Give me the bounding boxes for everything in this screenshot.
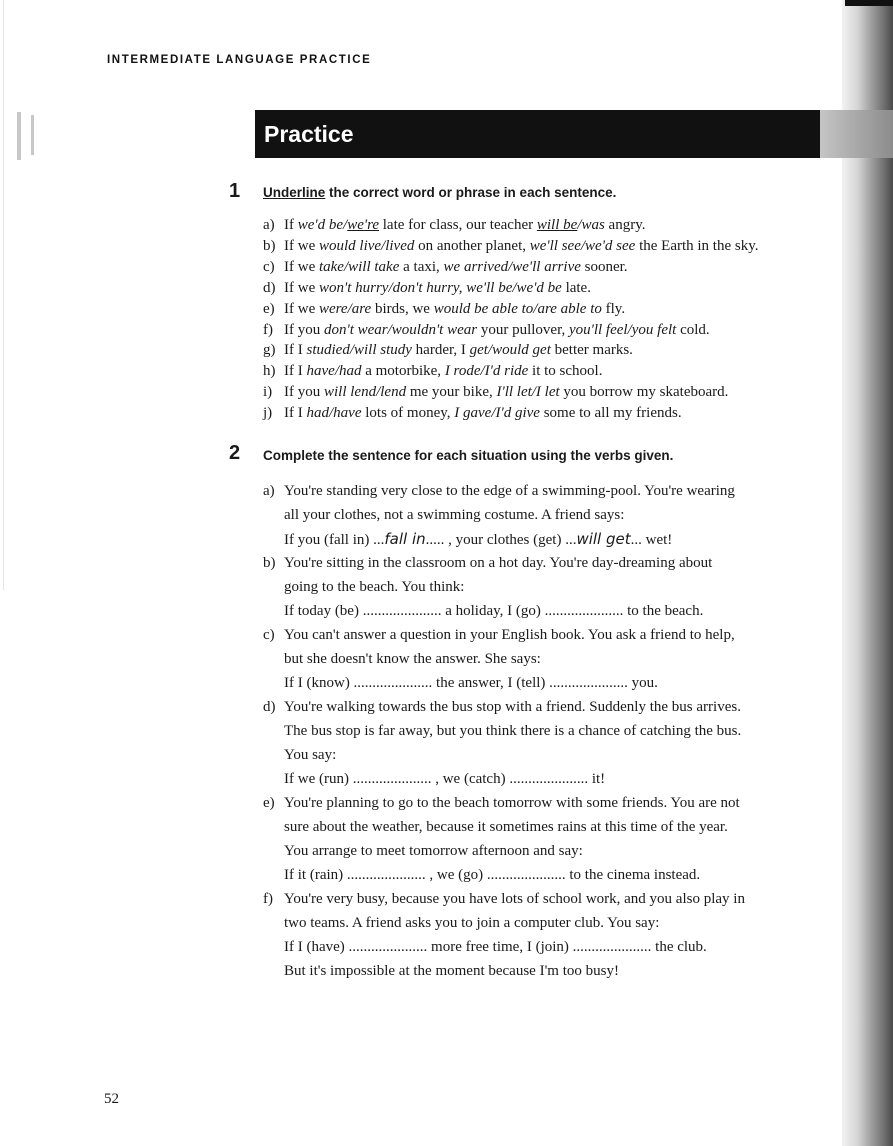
item-label: j) [263, 405, 273, 422]
ex2-item-c-line2: but she doesn't know the answer. She says: [284, 651, 541, 667]
ex1-sentence [263, 299, 625, 319]
item-label: h) [263, 363, 276, 380]
sentence-text: If we [284, 279, 319, 296]
choice-option[interactable]: were/are [318, 300, 372, 317]
item-label: d) [263, 279, 276, 296]
item-label: i) [263, 384, 273, 401]
sentence-text: the Earth in the sky. [635, 237, 759, 254]
ex2-item-b [263, 553, 712, 573]
instruction-text: the correct word or phrase in each sentence. [325, 185, 617, 200]
choice-option[interactable]: we'd be/ [297, 217, 348, 233]
sentence-text: a motorbike, [361, 363, 445, 380]
book-spine-shadow [842, 0, 893, 1146]
ex2-item-e [263, 793, 740, 813]
sentence-text: cold. [676, 321, 710, 338]
ex2-item-b-line2: going to the beach. You think: [284, 579, 465, 595]
situation-text: You're sitting in the classroom on a hot day. You're day-dreaming about [284, 555, 713, 571]
item-label: e) [263, 795, 275, 811]
sentence-text: late. [561, 279, 591, 296]
item-label: f) [263, 891, 273, 907]
answer-suffix: ... wet! [630, 532, 673, 548]
choice-option[interactable]: we'll see/we'd see [529, 237, 636, 254]
page-number: 52 [104, 1091, 119, 1107]
sentence-text: fly. [601, 300, 626, 317]
choice-option[interactable]: /was [577, 217, 605, 233]
item-label: g) [263, 342, 276, 359]
choice-option[interactable]: studied/will study [306, 342, 412, 359]
exercise-2-number: 2 [229, 442, 241, 464]
ex1-sentence [263, 361, 602, 381]
choice-option[interactable]: I rode/I'd ride [444, 363, 529, 380]
sentence-text: lots of money, [361, 405, 455, 422]
gap-dots [384, 532, 389, 552]
sentence-text: If I [284, 405, 307, 422]
ex1-sentence [263, 403, 682, 423]
ex1-sentence [263, 215, 645, 235]
sentence-text: some to all my friends. [539, 405, 682, 422]
ex2-item-d-answer-line[interactable]: If we (run) ..................... , we (catch) ..................... it! [284, 771, 606, 787]
sentence-text: a taxi, [399, 258, 444, 275]
ex2-item-f-answer-line[interactable]: If I (have) ..................... more free time, I (join) ..................... the club. [284, 939, 707, 955]
ex1-sentence [263, 236, 759, 256]
choice-option[interactable]: you'll feel/you felt [568, 321, 677, 338]
section-banner [255, 110, 820, 158]
sentence-text: your pullover, [477, 321, 569, 338]
situation-text: You're walking towards the bus stop with a friend. Suddenly the bus arrives. [284, 699, 741, 715]
ex2-item-c [263, 625, 735, 645]
exercise-1-instruction [263, 185, 616, 200]
choice-option[interactable]: we'll be/we'd be [466, 279, 562, 296]
scan-mark [31, 115, 34, 155]
sentence-text: better marks. [550, 342, 633, 359]
sentence-text: late for class, our teacher [379, 217, 537, 233]
ex2-item-a-line2: all your clothes, not a swimming costume. A friend says: [284, 507, 625, 523]
handwritten-answer-2[interactable]: will get [576, 530, 631, 548]
item-label: c) [263, 258, 275, 275]
running-header: INTERMEDIATE LANGUAGE PRACTICE [107, 54, 372, 66]
ex2-item-e-answer-line[interactable]: If it (rain) ..................... , we (go) ..................... to the cinema instead. [284, 867, 701, 883]
ex2-item-d-line3: You say: [284, 747, 337, 763]
item-label: c) [263, 627, 275, 643]
ex2-item-f-line2: two teams. A friend asks you to join a computer club. You say: [284, 915, 660, 931]
sentence-text: me your bike, [406, 384, 497, 401]
situation-text: You're standing very close to the edge of a swimming-pool. You're wearing [284, 483, 735, 499]
sentence-text: If I [284, 363, 307, 380]
sentence-text: If [284, 217, 298, 233]
choice-option[interactable]: we arrived/we'll arrive [443, 258, 581, 275]
sentence-text: If we [284, 258, 319, 275]
answer-middle: ..... , your clothes (get) ... [425, 532, 577, 548]
item-label: f) [263, 321, 273, 338]
exercise-2-instruction: Complete the sentence for each situation using the verbs given. [263, 448, 674, 463]
scan-edge [3, 0, 4, 590]
ex2-item-d [263, 697, 741, 717]
sentence-text: harder, I [411, 342, 470, 359]
instruction-underline-word: Underline [263, 185, 326, 200]
ex1-sentence [263, 340, 633, 360]
exercise-1-number: 1 [229, 180, 241, 202]
choice-option[interactable]: won't hurry/don't hurry, [318, 279, 463, 296]
sentence-text: you borrow my skateboard. [559, 384, 729, 401]
banner-title: Practice [264, 121, 354, 147]
ex2-item-a [263, 481, 735, 501]
ex2-item-b-answer-line[interactable]: If today (be) ..................... a holiday, I (go) ..................... to the beach. [284, 603, 704, 619]
ex2-item-c-answer-line[interactable]: If I (know) ..................... the answer, I (tell) ..................... you. [284, 675, 658, 691]
ex1-sentence [263, 257, 628, 277]
choice-option[interactable]: have/had [306, 363, 362, 380]
item-label: a) [263, 483, 275, 499]
choice-option[interactable]: will lend/lend [324, 384, 407, 401]
sentence-text: If I [284, 342, 307, 359]
ex1-sentence [263, 320, 710, 340]
sentence-text: If we [284, 300, 319, 317]
item-label: a) [263, 217, 275, 233]
choice-option[interactable]: I gave/I'd give [454, 405, 540, 422]
sentence-text: If you [284, 384, 324, 401]
item-label: e) [263, 300, 275, 317]
ex1-sentence [263, 278, 591, 298]
sentence-text: it to school. [528, 363, 603, 380]
situation-text: You can't answer a question in your English book. You ask a friend to help, [284, 627, 735, 643]
choice-option-underlined[interactable]: we're [347, 217, 380, 233]
choice-option[interactable]: had/have [306, 405, 362, 422]
item-label: b) [263, 555, 276, 571]
choice-option[interactable]: get/would get [469, 342, 551, 359]
choice-option-underlined[interactable]: will be [536, 217, 578, 233]
choice-option[interactable]: don't wear/wouldn't wear [324, 321, 478, 338]
ex2-item-f-line4: But it's impossible at the moment because I'm too busy! [284, 963, 619, 979]
handwritten-answer-1[interactable]: fall in [384, 530, 426, 548]
sentence-text: If you [284, 321, 324, 338]
situation-text: You're very busy, because you have lots of school work, and you also play in [284, 891, 745, 907]
situation-text: You're planning to go to the beach tomorrow with some friends. You are not [284, 795, 740, 811]
ex2-item-e-line2: sure about the weather, because it sometimes rains at this time of the year. [284, 819, 728, 835]
sentence-text: sooner. [580, 258, 628, 275]
sentence-text: angry. [604, 217, 646, 233]
choice-option[interactable]: would be able to/are able to [433, 300, 602, 317]
ex2-item-a-answer-line [284, 529, 672, 550]
choice-option[interactable]: would live/lived [318, 237, 415, 254]
sentence-text: on another planet, [414, 237, 530, 254]
sentence-text: birds, we [371, 300, 434, 317]
spine-top-edge [845, 0, 893, 6]
sentence-text: If we [284, 237, 319, 254]
ex2-item-f [263, 889, 745, 909]
ex2-item-d-line2: The bus stop is far away, but you think there is a chance of catching the bus. [284, 723, 742, 739]
item-label: b) [263, 237, 276, 254]
ex1-sentence [263, 382, 728, 402]
banner-bleed [815, 110, 893, 158]
ex2-item-e-line3: You arrange to meet tomorrow afternoon and say: [284, 843, 583, 859]
item-label: d) [263, 699, 276, 715]
choice-option[interactable]: I'll let/I let [496, 384, 560, 401]
choice-option[interactable]: take/will take [318, 258, 400, 275]
answer-prefix: If you (fall in) ... [284, 532, 385, 548]
scan-mark [17, 112, 21, 160]
